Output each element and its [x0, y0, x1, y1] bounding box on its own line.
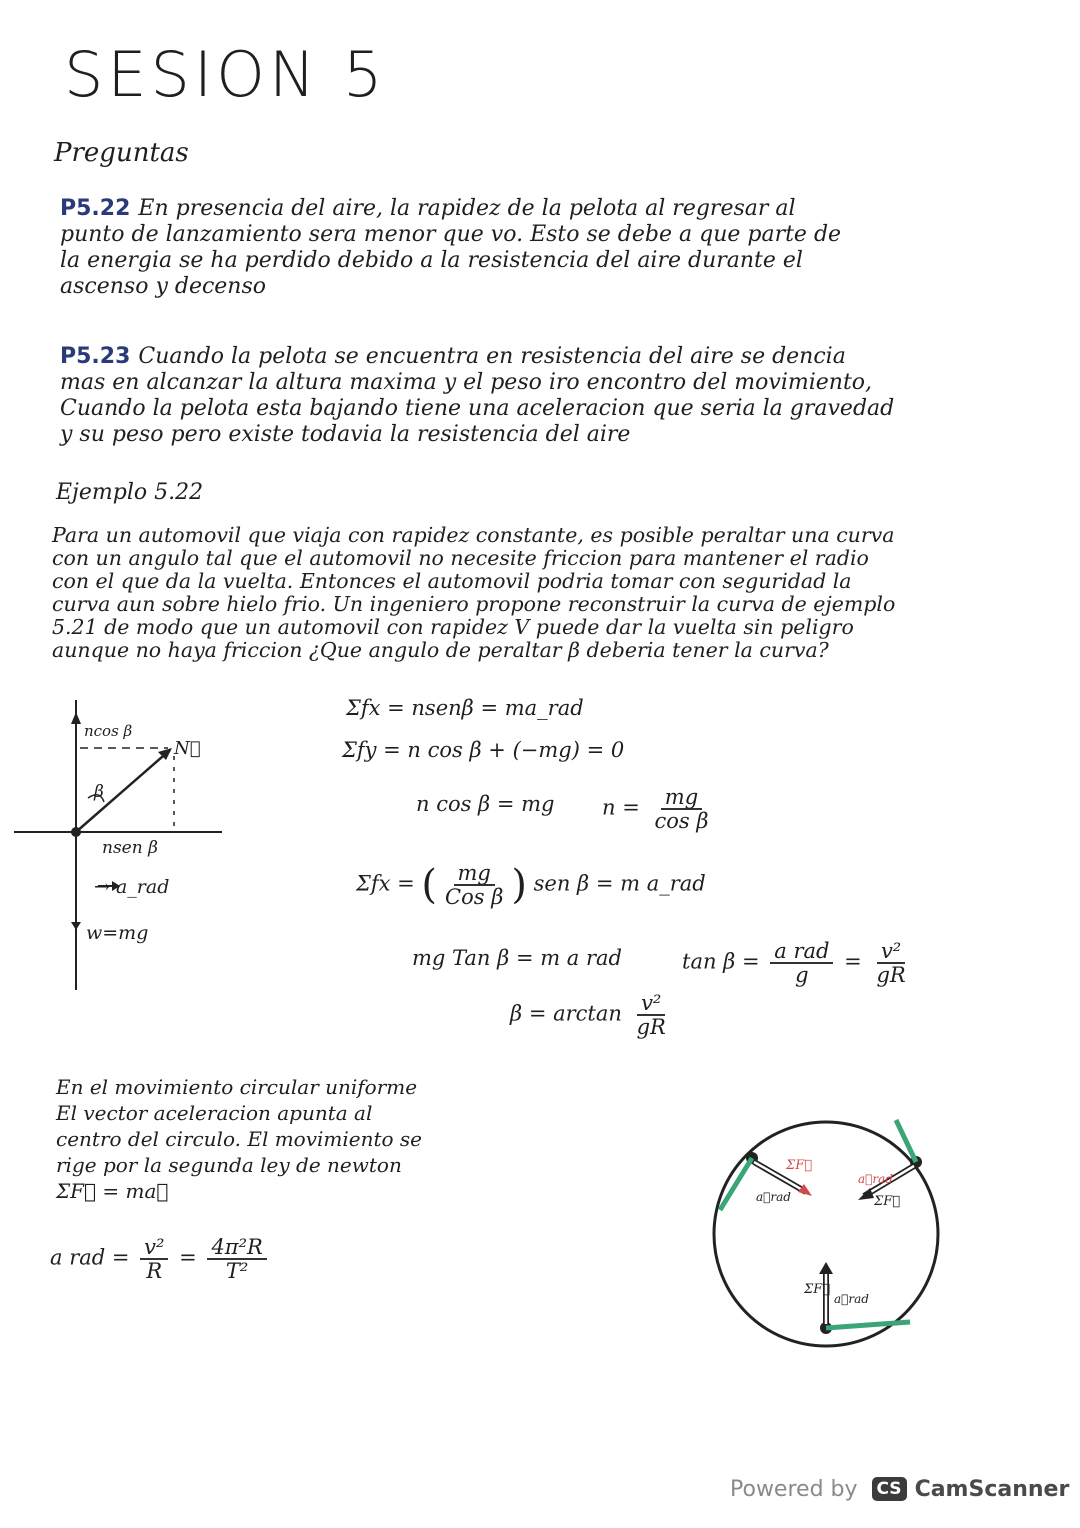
circular-line: centro del circulo. El movimiento se — [56, 1127, 423, 1151]
example-text — [52, 524, 895, 662]
question-line: punto de lanzamiento sera menor que vo. Esto se debe a que parte de — [60, 222, 842, 247]
circular-line: rige por la segunda ley de newton — [56, 1153, 402, 1177]
equation-ncos: n cos β = mg — [416, 792, 555, 816]
camscanner-brand: CamScanner — [914, 1476, 1070, 1502]
fraction — [770, 940, 833, 986]
fraction-denominator: R — [146, 1259, 163, 1283]
circular-line: En el movimiento circular uniforme — [56, 1075, 418, 1099]
equation-tan: mg Tan β = m a rad — [412, 946, 622, 970]
camscanner-watermark — [730, 1466, 1069, 1512]
equation-arctan — [510, 992, 674, 1038]
fraction-numerator: v² — [637, 992, 665, 1016]
fraction-denominator: T² — [225, 1259, 249, 1283]
question-line: mas en alcanzar la altura maxima y el peso iro encontro del movimiento, — [60, 370, 873, 395]
equation-part: β = arctan — [510, 1001, 622, 1026]
y-axis-arrow — [71, 712, 81, 724]
equation-part: sen β = m a_rad — [533, 871, 706, 896]
equation-arad — [50, 1236, 271, 1282]
fraction-numerator: mg — [454, 862, 495, 886]
force-arrow-head — [819, 1262, 833, 1274]
fraction-denominator: g — [795, 963, 809, 987]
example-heading: Ejemplo 5.22 — [56, 480, 204, 505]
label-sum-f: ΣF⃗ — [874, 1194, 901, 1209]
equation-part: Σfx = — [356, 871, 415, 896]
example-line: curva aun sobre hielo frio. Un ingeniero propone reconstruir la curva de ejemplo — [52, 592, 896, 616]
example-line: con un angulo tal que el automovil no necesite friccion para mantener el radio — [52, 546, 869, 570]
question-line: la energia se ha perdido debido a la resistencia del aire durante el — [60, 248, 803, 273]
question-p5-22 — [60, 196, 841, 300]
question-tag: P5.23 — [60, 344, 131, 369]
page-title: SESION 5 — [64, 38, 387, 111]
example-line: Para un automovil que viaja con rapidez constante, es posible peraltar una curva — [52, 523, 895, 547]
equation-part: tan β = — [682, 949, 760, 974]
fraction — [441, 862, 507, 908]
equation-tan-beta — [682, 940, 914, 986]
label-n-vector: N⃗ — [174, 738, 201, 759]
question-line: Cuando la pelota se encuentra en resistencia del aire se dencia — [138, 344, 846, 369]
label-a-rad: a⃗rad — [756, 1190, 791, 1204]
label-a-rad: a⃗rad — [834, 1292, 869, 1306]
fraction-denominator: cos β — [654, 809, 709, 833]
circular-line: El vector aceleracion apunta al — [56, 1101, 373, 1125]
circular-motion-text — [56, 1074, 422, 1204]
newton-law: ΣF⃗ = ma⃗ — [56, 1179, 169, 1203]
example-line: con el que da la vuelta. Entonces el automovil podria tomar con seguridad la — [52, 569, 852, 593]
section-heading: Preguntas — [54, 138, 189, 168]
question-line: En presencia del aire, la rapidez de la pelota al regresar al — [138, 196, 796, 221]
question-p5-23 — [60, 344, 894, 448]
fraction-denominator: Cos β — [445, 885, 504, 909]
equation-part: = — [844, 949, 862, 974]
question-line: ascenso y decenso — [60, 274, 267, 299]
label-a-rad: a⃗rad — [858, 1172, 893, 1186]
question-line: y su peso pero existe todavia la resistencia del aire — [60, 422, 631, 447]
fraction — [633, 992, 670, 1038]
equation-part: = — [179, 1245, 197, 1270]
label-arad: → a_rad — [94, 876, 170, 898]
question-tag: P5.22 — [60, 196, 131, 221]
fraction-denominator: gR — [876, 963, 906, 987]
fraction — [872, 940, 909, 986]
fraction — [207, 1236, 266, 1282]
equation-sum-fx-2: Σfx = ( $\frac{mg}{\text{Cos β}}$ ) sen β = m a_rad — [356, 861, 706, 909]
fraction — [650, 786, 712, 832]
fraction-numerator: v² — [140, 1236, 168, 1260]
equation-sum-fx: Σfx = nsenβ = ma_rad — [346, 696, 584, 720]
example-line: 5.21 de modo que un automovil con rapidez V puede dar la vuelta sin peligro — [52, 615, 854, 639]
label-weight: w=mg — [86, 922, 149, 944]
fraction-numerator: a rad — [770, 940, 833, 964]
label-sum-f: ΣF⃗ — [804, 1282, 831, 1297]
equation-sum-fy: Σfy = n cos β + (−mg) = 0 — [342, 738, 625, 762]
fraction-denominator: gR — [636, 1015, 666, 1039]
equation-part: a rad = — [50, 1245, 130, 1270]
powered-by-text: Powered by — [730, 1476, 858, 1502]
label-nsen: nsen β — [102, 838, 158, 858]
label-sum-f: ΣF⃗ — [786, 1158, 813, 1173]
question-line: Cuando la pelota esta bajando tiene una aceleracion que seria la gravedad — [60, 396, 895, 421]
velocity-arrow — [826, 1322, 910, 1328]
fraction-numerator: 4π²R — [207, 1236, 266, 1260]
normal-force-arrow — [76, 750, 170, 832]
fraction-numerator: v² — [877, 940, 905, 964]
weight-arrow — [71, 922, 81, 930]
fraction-numerator: mg — [661, 786, 702, 810]
label-beta: β — [94, 782, 104, 802]
fraction — [140, 1236, 168, 1282]
circular-motion-diagram — [690, 1110, 970, 1360]
label-ncos: ncos β — [84, 722, 133, 740]
camscanner-logo-icon: CS — [872, 1477, 907, 1501]
example-line: aunque no haya friccion ¿Que angulo de peraltar β deberia tener la curva? — [52, 638, 829, 662]
equation-part: n = — [602, 795, 640, 820]
equation-n — [602, 786, 716, 832]
